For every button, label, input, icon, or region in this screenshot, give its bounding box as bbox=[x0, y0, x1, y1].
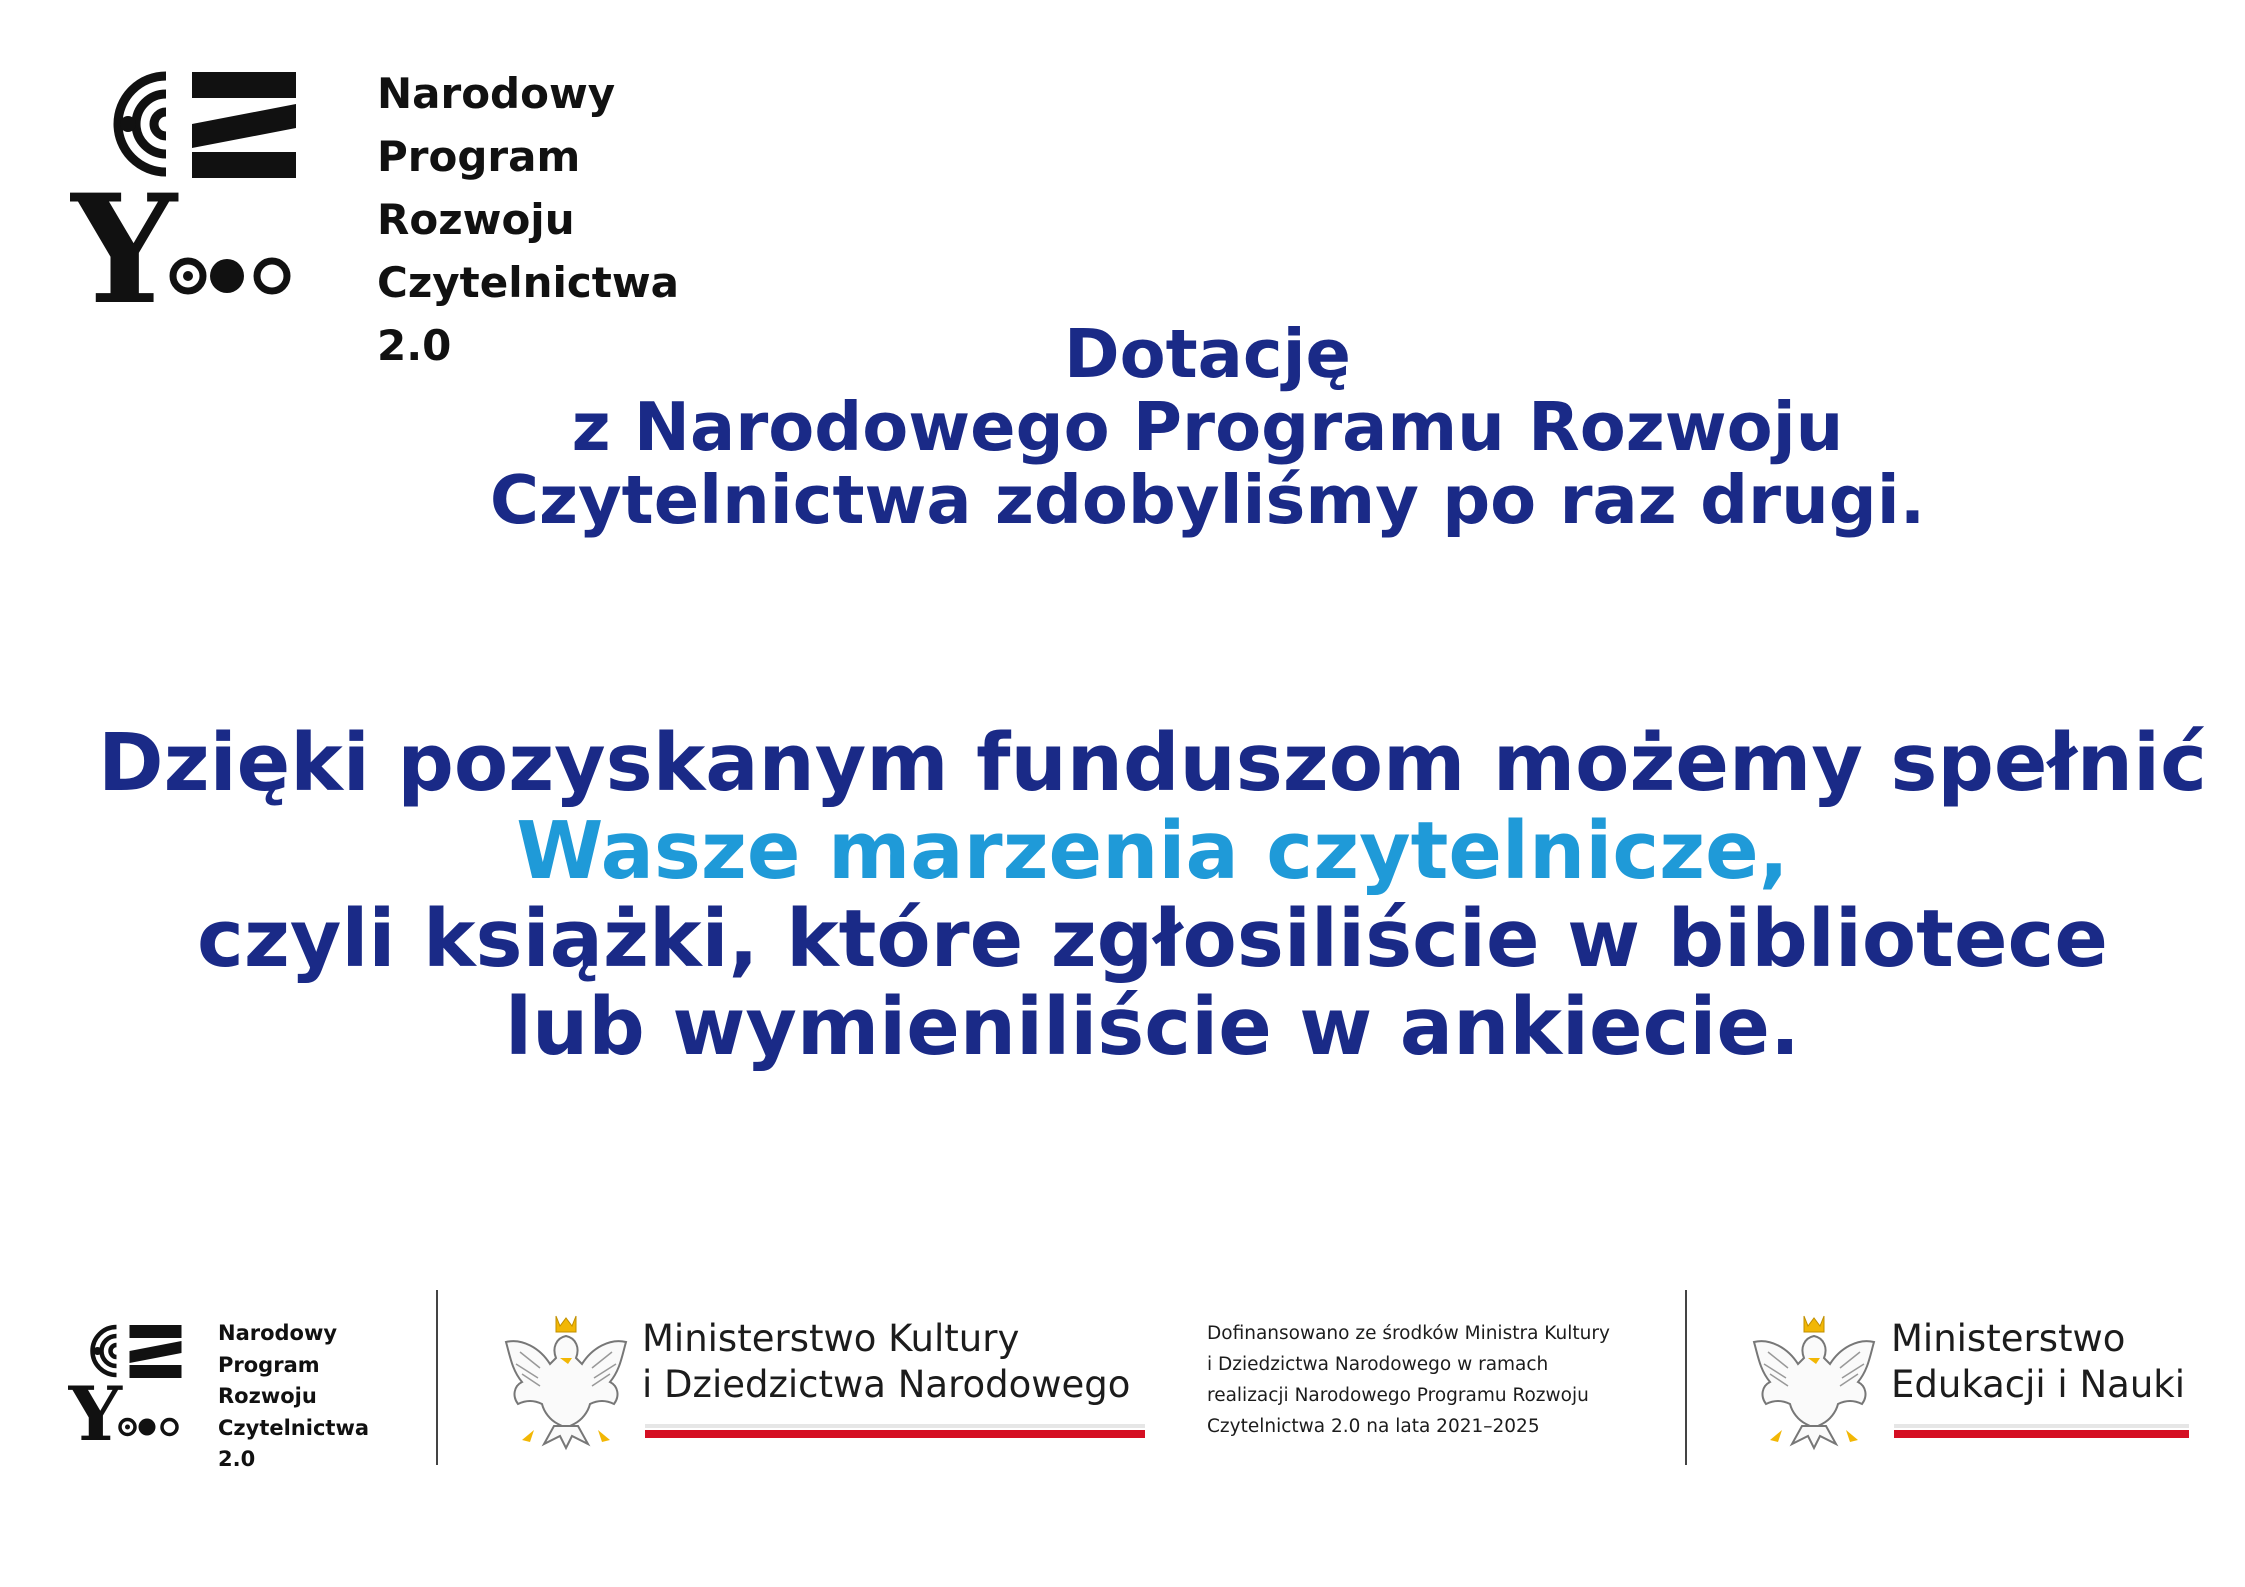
cz-logo-icon bbox=[68, 1322, 184, 1442]
program-name-line: Narodowy bbox=[377, 69, 616, 118]
ministry-education-name bbox=[1891, 1316, 2185, 1408]
footer-divider bbox=[1685, 1290, 1687, 1465]
footer-program-line: 2.0 bbox=[218, 1447, 256, 1471]
ministry-culture-line: Ministerstwo Kultury bbox=[642, 1317, 1020, 1360]
cofunding-line: Czytelnictwa 2.0 na lata 2021–2025 bbox=[1207, 1416, 1540, 1437]
footer-program-line: Rozwoju bbox=[218, 1384, 317, 1408]
headline bbox=[0, 315, 2245, 539]
ministry-culture-line: i Dziedzictwa Narodowego bbox=[642, 1363, 1131, 1406]
headline-line: Czytelnictwa zdobyliśmy po raz drugi. bbox=[489, 461, 1926, 539]
ministry-culture-name bbox=[642, 1316, 1130, 1408]
flag-stripe-white bbox=[1894, 1424, 2189, 1428]
message-line: czyli książki, które zgłosiliście w bibliotece bbox=[197, 893, 2108, 985]
program-name-line: Program bbox=[377, 132, 581, 181]
headline-line: z Narodowego Programu Rozwoju bbox=[571, 388, 1844, 466]
flag-stripe-white bbox=[645, 1424, 1145, 1428]
main-message bbox=[0, 719, 2245, 1071]
footer-logos bbox=[0, 1290, 2245, 1480]
cz-logo-icon bbox=[70, 66, 300, 306]
program-name-line: Czytelnictwa bbox=[377, 258, 680, 307]
flag-stripe-red bbox=[1894, 1430, 2189, 1438]
svg-text:Y: Y bbox=[70, 162, 178, 306]
svg-text:Y: Y bbox=[68, 1370, 123, 1442]
footer-divider bbox=[436, 1290, 438, 1465]
ministry-education-line: Edukacji i Nauki bbox=[1891, 1363, 2185, 1406]
cofunding-note bbox=[1207, 1318, 1610, 1442]
message-line: Dzięki pozyskanym funduszom możemy spełnić bbox=[98, 717, 2207, 809]
polish-eagle-icon bbox=[500, 1308, 632, 1456]
message-highlight: Wasze marzenia czytelnicze, bbox=[516, 805, 1789, 897]
message-line: lub wymieniliście w ankiecie. bbox=[504, 981, 1801, 1073]
polish-eagle-icon bbox=[1748, 1308, 1880, 1456]
cofunding-line: realizacji Narodowego Programu Rozwoju bbox=[1207, 1385, 1589, 1406]
program-name-line: 2.0 bbox=[377, 321, 452, 370]
headline-line: Dotację bbox=[1063, 315, 1351, 393]
program-name-line: Rozwoju bbox=[377, 195, 575, 244]
footer-program-line: Czytelnictwa bbox=[218, 1415, 370, 1440]
footer-program-line: Program bbox=[218, 1352, 320, 1377]
footer-program-line: Narodowy bbox=[218, 1321, 338, 1345]
cofunding-line: i Dziedzictwa Narodowego w ramach bbox=[1207, 1354, 1549, 1375]
cofunding-line: Dofinansowano ze środków Ministra Kultury bbox=[1207, 1323, 1610, 1344]
flag-stripe-red bbox=[645, 1430, 1145, 1438]
footer-program-name bbox=[218, 1318, 369, 1476]
ministry-education-line: Ministerstwo bbox=[1891, 1317, 2126, 1360]
